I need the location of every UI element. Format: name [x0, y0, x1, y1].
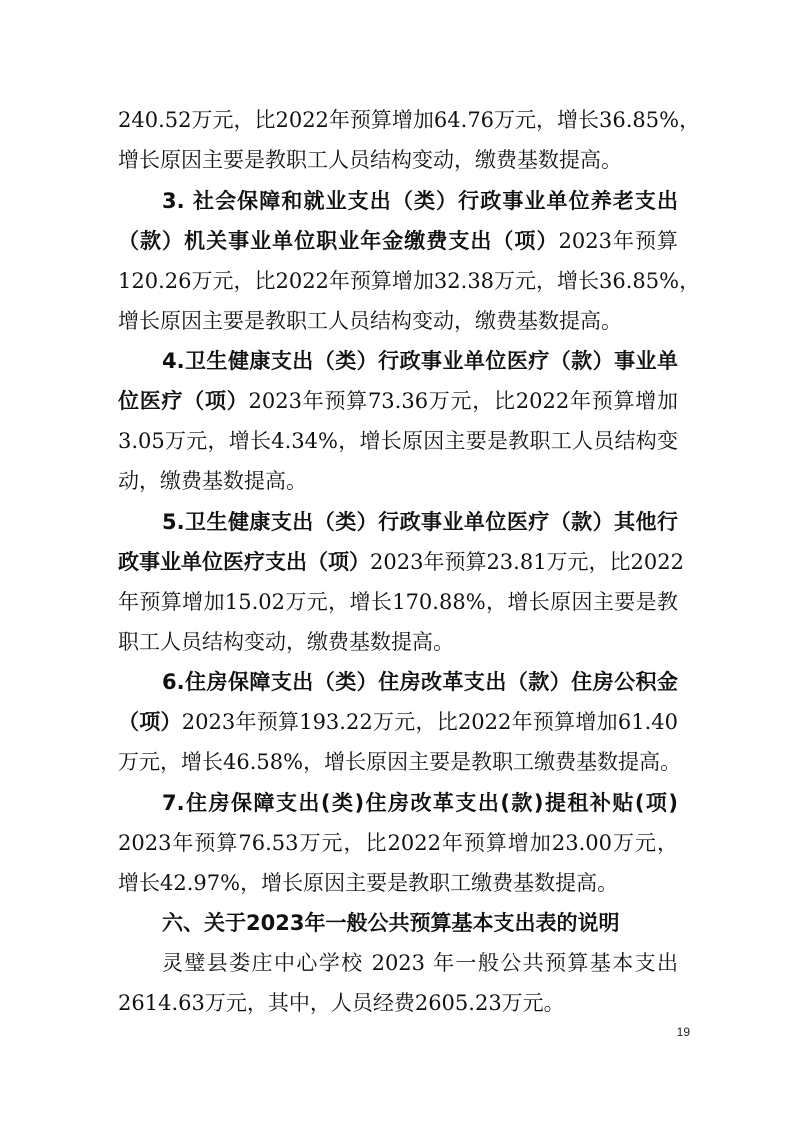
- item-3-body-line-1: 120.26万元，比2022年预算增加32.38万元，增长36.85%，: [118, 269, 701, 293]
- item-3-heading-line-1: 3. 社会保障和就业支出（类）行政事业单位养老支出: [162, 189, 678, 213]
- item-6-body-line-1: 万元，增长46.58%，增长原因主要是教职工缴费基数提高。: [118, 750, 682, 774]
- item-7-body-line-2: 增长42.97%，增长原因主要是教职工缴费基数提高。: [118, 871, 619, 895]
- item-5-heading-line-1: 5.卫生健康支出（类）行政事业单位医疗（款）其他行: [162, 510, 678, 534]
- item-7-heading-line-1: 7.住房保障支出(类)住房改革支出(款)提租补贴(项): [162, 791, 678, 815]
- item-3-body-line-2: 增长原因主要是教职工人员结构变动，缴费基数提高。: [118, 309, 622, 333]
- item-5-body-line-1: 年预算增加15.02万元，增长170.88%，增长原因主要是教: [118, 590, 678, 614]
- section-six-body-line-1: 灵璧县娄庄中心学校 2023 年一般公共预算基本支出: [162, 951, 678, 975]
- body-line-1: 240.52万元，比2022年预算增加64.76万元，增长36.85%，: [118, 108, 701, 132]
- section-six-body-line-2: 2614.63万元，其中，人员经费2605.23万元。: [118, 991, 565, 1015]
- section-six-heading: 六、关于2023年一般公共预算基本支出表的说明: [162, 911, 620, 935]
- item-3-heading-line-2: （款）机关事业单位职业年金缴费支出（项）2023年预算: [118, 229, 678, 253]
- item-7-body-line-1: 2023年预算76.53万元，比2022年预算增加23.00万元，: [118, 831, 678, 855]
- item-5-heading-line-2: 政事业单位医疗支出（项）2023年预算23.81万元，比2022: [118, 550, 685, 574]
- item-5-body-line-2: 职工人员结构变动，缴费基数提高。: [118, 630, 454, 654]
- item-4-body-line-1: 3.05万元，增长4.34%，增长原因主要是教职工人员结构变: [118, 429, 678, 453]
- item-6-heading-line-1: 6.住房保障支出（类）住房改革支出（款）住房公积金: [162, 670, 678, 694]
- body-line-2: 增长原因主要是教职工人员结构变动，缴费基数提高。: [118, 148, 622, 172]
- item-4-body-line-2: 动，缴费基数提高。: [118, 469, 307, 493]
- item-4-heading-line-2: 位医疗（项）2023年预算73.36万元，比2022年预算增加: [118, 389, 678, 413]
- page-number: 19: [676, 1025, 690, 1039]
- item-6-heading-line-2: （项）2023年预算193.22万元，比2022年预算增加61.40: [118, 710, 679, 734]
- item-4-heading-line-1: 4.卫生健康支出（类）行政事业单位医疗（款）事业单: [162, 349, 678, 373]
